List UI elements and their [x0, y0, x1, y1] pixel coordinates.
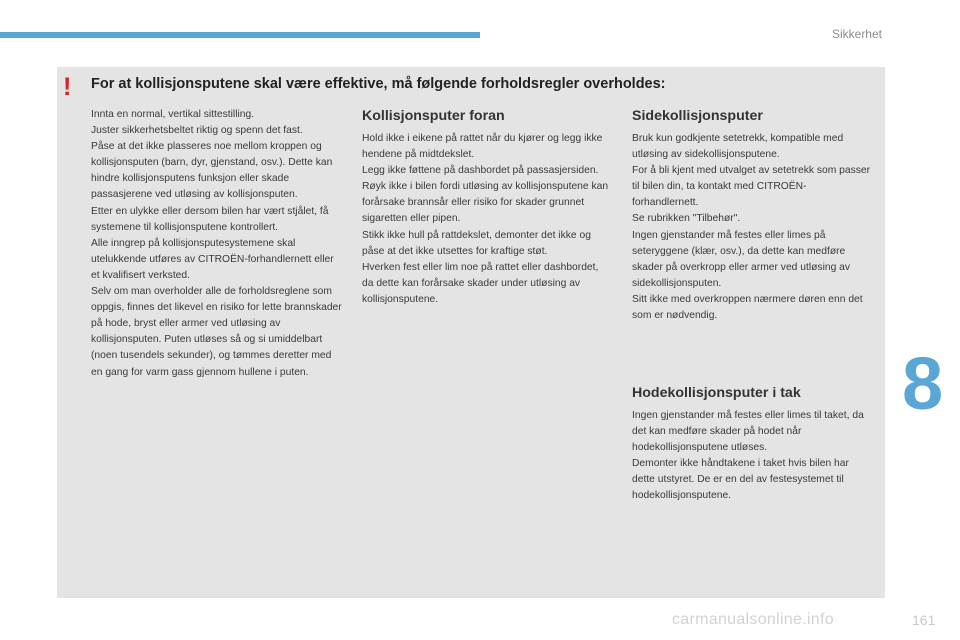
paragraph: Alle inngrep på kollisjonsputesystemene skal utelukkende utføres av CITROËN-forhandlernett eller et kvalifisert verksted.: [91, 237, 334, 281]
paragraph: Demonter ikke håndtakene i taket hvis bilen har dette utstyret. De er en del av festesystemet til hodekollisjonsputene.: [632, 458, 849, 502]
paragraph: Bruk kun godkjente setetrekk, kompatible med utløsing av sidekollisjonsputene.: [632, 133, 844, 161]
paragraph: Etter en ulykke eller dersom bilen har vært stjålet, få systemene til kollisjonsputene kontrollert.: [91, 205, 329, 233]
paragraph: Påse at det ikke plasseres noe mellom kroppen og kollisjonsputen (barn, dyr, gjenstand, osv.). Dette kan hindre kollisjonsputens funksjon eller skade passasjerene ved utløsing av kollisjonsputen.: [91, 141, 333, 201]
section-color-bar: [0, 32, 480, 38]
front-airbags-column: [362, 107, 612, 308]
paragraph: Sitt ikke med overkroppen nærmere døren enn det som er nødvendig.: [632, 293, 863, 322]
section-title: Sikkerhet: [831, 27, 882, 41]
paragraph: For å bli kjent med utvalget av setetrekk som passer til bilen din, ta kontakt med CITROËN-forhandlernett.: [632, 165, 871, 209]
chapter-number: 8: [902, 342, 944, 425]
page-number: 161: [912, 612, 936, 628]
paragraph: Juster sikkerhetsbeltet riktig og spenn det fast.: [91, 125, 303, 137]
warning-title: For at kollisjonsputene skal være effektive, må følgende forholdsregler overholdes:: [91, 76, 666, 92]
watermark: carmanualsonline.info: [672, 611, 834, 628]
paragraph: Selv om man overholder alle de forholdsreglene som oppgis, finnes det likevel en risiko for lette brannskader på hode, bryst eller armer ved utløsing av kollisjonsputen. Puten utløses så og si umiddelbart (noen tusendels sekunder), og tømmes deretter med en gang for varm gass gjennom hullene i puten.: [91, 286, 342, 378]
paragraph: Hverken fest eller lim noe på rattet eller dashbordet, da dette kan forårsake skader under utløsing av kollisjonsputene.: [362, 261, 599, 305]
exclamation-icon: !: [63, 73, 72, 101]
side-airbags-heading: Sidekollisjonsputer: [632, 108, 763, 124]
side-airbags-column: [632, 107, 872, 324]
curtain-airbags-column: [632, 384, 872, 505]
paragraph: Stikk ikke hull på rattdekslet, demonter det ikke og påse at det ikke utsettes for kraftige støt.: [362, 229, 591, 257]
paragraph: Ingen gjenstander må festes eller limes til taket, da det kan medføre skader på hodet når hodekollisjonsputene utløses.: [632, 410, 864, 454]
paragraph: Legg ikke føttene på dashbordet på passasjersiden.: [362, 165, 599, 177]
paragraph: Hold ikke i eikene på rattet når du kjører og legg ikke hendene på midtdekslet.: [362, 133, 603, 161]
paragraph: Se rubrikken "Tilbehør".: [632, 213, 741, 225]
curtain-airbags-heading: Hodekollisjonsputer i tak: [632, 385, 801, 401]
front-airbags-heading: Kollisjonsputer foran: [362, 108, 505, 124]
paragraph: Ingen gjenstander må festes eller limes på seteryggene (klær, osv.), da dette kan medføre skader på overkropp eller armer ved utløsing av sidekollisjonsputen.: [632, 229, 851, 289]
general-precautions-column: [91, 107, 343, 381]
paragraph: Innta en normal, vertikal sittestilling.: [91, 109, 255, 120]
paragraph: Røyk ikke i bilen fordi utløsing av kollisjonsputene kan forårsake brannsår eller risiko for skader grunnet sigaretten eller pipen.: [362, 181, 609, 225]
